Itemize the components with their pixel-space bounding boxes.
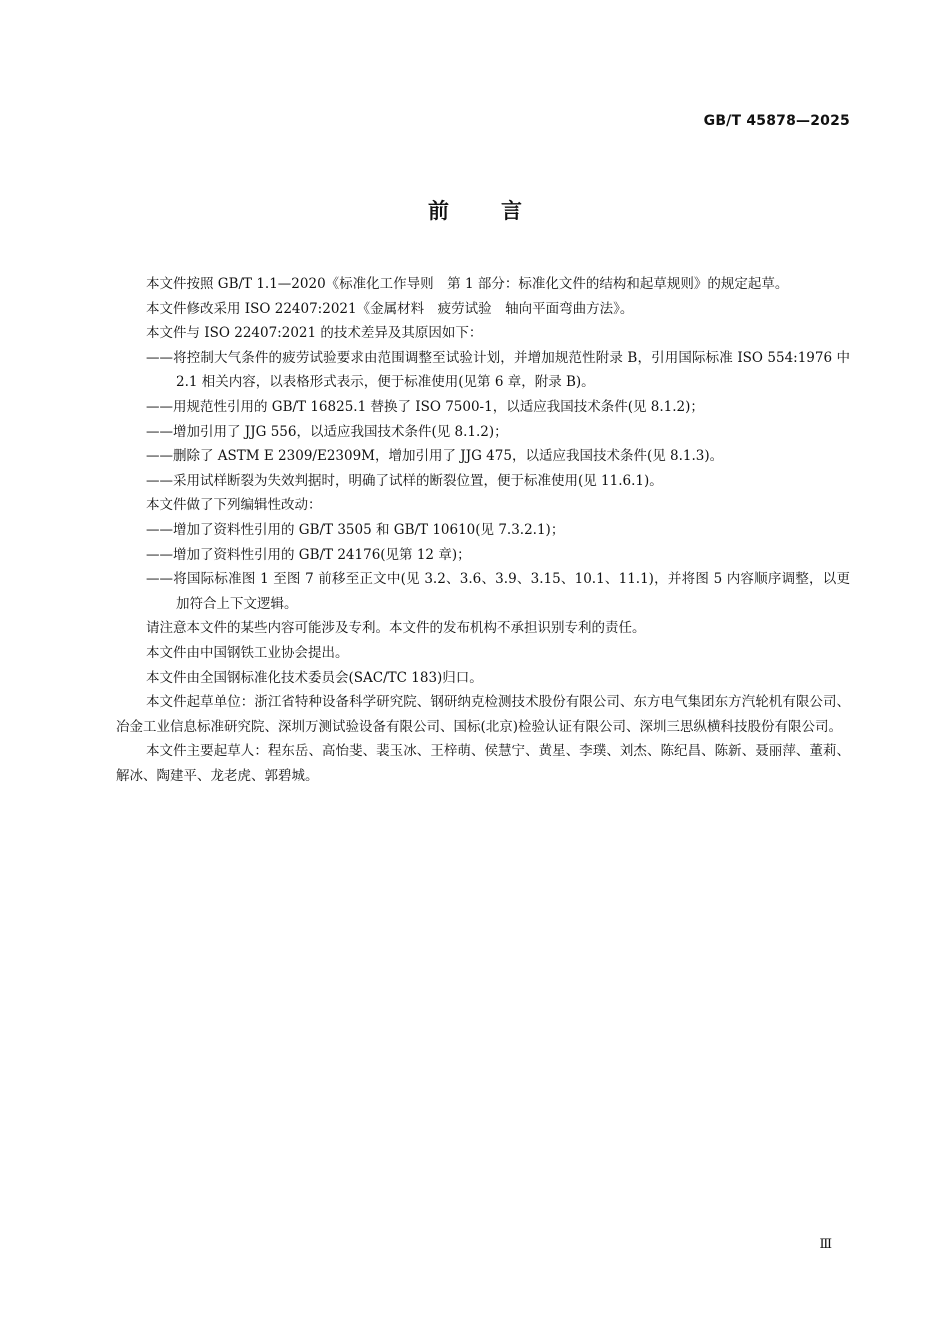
dash-list-item: ——用规范性引用的 GB/T 16825.1 替换了 ISO 7500-1，以适应我国技术条件(见 8.1.2)；	[146, 398, 704, 415]
page-title	[0, 195, 950, 225]
dash-list-item: ——增加了资料性引用的 GB/T 3505 和 GB/T 10610(见 7.3.2.1)；	[146, 521, 565, 538]
dash-list-item: ——增加引用了 JJG 556，以适应我国技术条件(见 8.1.2)；	[146, 423, 508, 440]
paragraph: 本文件按照 GB/T 1.1—2020《标准化工作导则 第 1 部分：标准化文件的结构和起草规则》的规定起草。	[146, 276, 789, 292]
dash-list-item: ——将国际标准图 1 至图 7 前移至正文中(见 3.2、3.6、3.9、3.15、10.1、11.1)，并将图 5 内容顺序调整，以更加符合上下文逻辑。	[146, 571, 850, 612]
dash-list-item: ——增加了资料性引用的 GB/T 24176(见第 12 章)；	[146, 546, 471, 563]
foreword-body	[116, 272, 850, 788]
paragraph: 本文件由全国钢标准化技术委员会(SAC/TC 183)归口。	[146, 669, 483, 686]
page-title-char-1: 前	[428, 199, 449, 223]
paragraph: 本文件主要起草人：程东岳、高怡斐、裴玉冰、王梓萌、侯慧宁、黄星、李璞、刘杰、陈纪昌、陈新、聂丽萍、董莉、解冰、陶建平、龙老虎、郭碧城。	[116, 743, 850, 784]
dash-list-item: ——采用试样断裂为失效判据时，明确了试样的断裂位置，便于标准使用(见 11.6.1)。	[146, 472, 663, 489]
paragraph: 本文件起草单位：浙江省特种设备科学研究院、钢研纳克检测技术股份有限公司、东方电气集团东方汽轮机有限公司、冶金工业信息标准研究院、深圳万测试验设备有限公司、国标(北京)检验认证有限公司、深圳三思纵横科技股份有限公司。	[116, 694, 850, 735]
dash-list-item: ——删除了 ASTM E 2309/E2309M，增加引用了 JJG 475，以适应我国技术条件(见 8.1.3)。	[146, 448, 724, 465]
paragraph: 本文件做了下列编辑性改动：	[146, 497, 322, 514]
standard-code: GB/T 45878—2025	[703, 113, 850, 129]
paragraph: 本文件与 ISO 22407:2021 的技术差异及其原因如下：	[146, 325, 483, 342]
page-title-char-2: 言	[501, 199, 522, 223]
page-number: Ⅲ	[819, 1237, 832, 1252]
paragraph: 请注意本文件的某些内容可能涉及专利。本文件的发布机构不承担识别专利的责任。	[146, 620, 646, 637]
paragraph: 本文件修改采用 ISO 22407:2021《金属材料 疲劳试验 轴向平面弯曲方法》。	[146, 300, 634, 317]
dash-list-item: ——将控制大气条件的疲劳试验要求由范围调整至试验计划，并增加规范性附录 B，引用国际标准 ISO 554:1976 中 2.1 相关内容，以表格形式表示，便于标准使用(见第 6 章，附录 B)。	[146, 349, 850, 391]
paragraph: 本文件由中国钢铁工业协会提出。	[146, 644, 349, 661]
